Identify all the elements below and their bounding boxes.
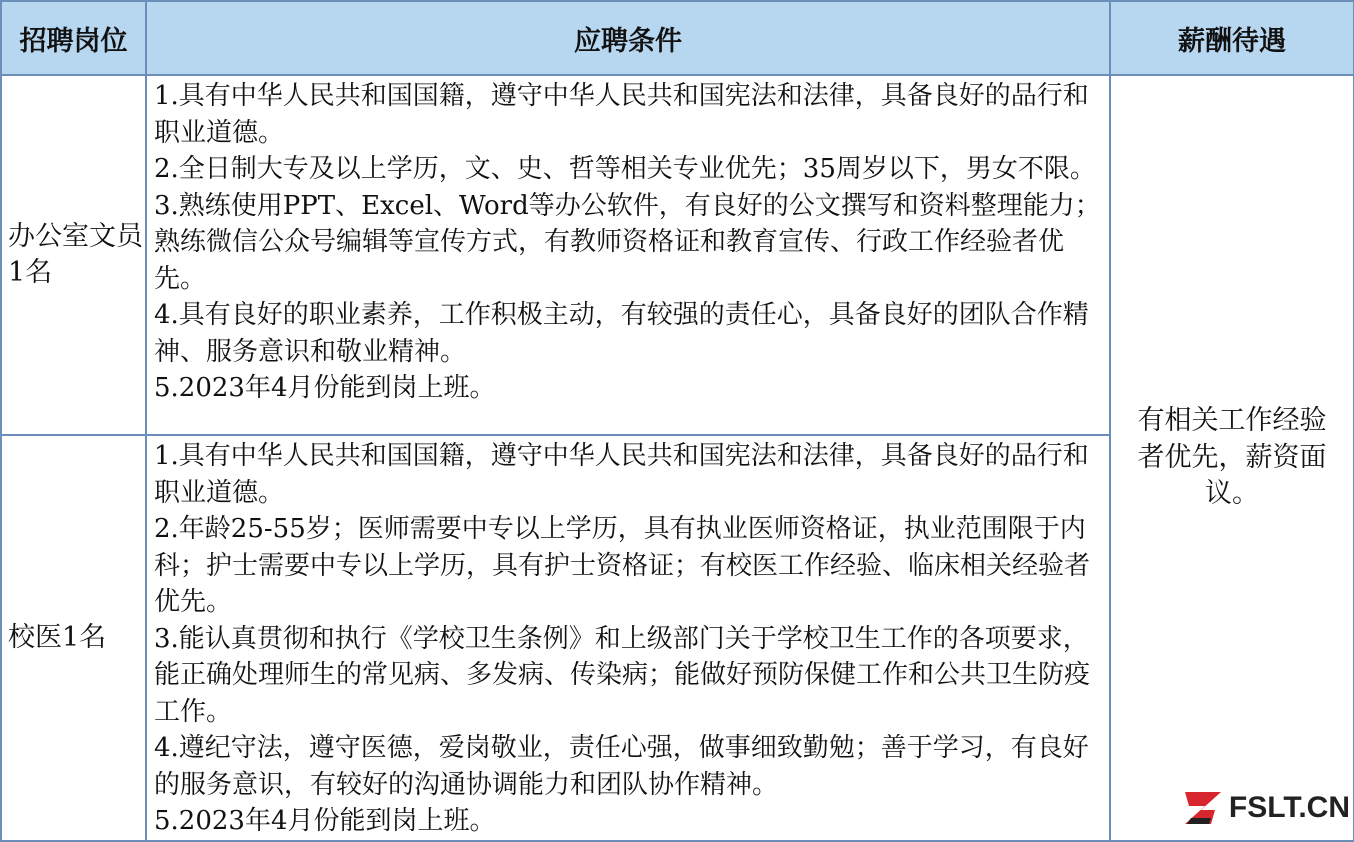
header-salary: 薪酬待遇 [1110, 1, 1354, 75]
condition-item: 5.2023年4月份能到岗上班。 [154, 373, 496, 403]
header-conditions: 应聘条件 [146, 1, 1110, 75]
condition-item: 4.具有良好的职业素养，工作积极主动，有较强的责任心，具备良好的团队合作精神、服务意识和敬业精神。 [154, 300, 1089, 367]
condition-item: 2.年龄25-55岁；医师需要中专以上学历，具有执业医师资格证，执业范围限于内科；护士需要中专以上学历，具有护士资格证；有校医工作经验、临床相关经验者优先。 [154, 514, 1091, 617]
conditions-cell [146, 435, 1110, 841]
condition-item: 2.全日制大专及以上学历，文、史、哲等相关专业优先；35周岁以下，男女不限。 [154, 154, 1096, 184]
condition-item: 3.熟练使用PPT、Excel、Word等办公软件，有良好的公文撰写和资料整理能力；熟练微信公众号编辑等宣传方式，有教师资格证和教育宣传、行政工作经验者优先。 [154, 190, 1101, 294]
position-cell: 办公室文员1名 [1, 75, 146, 435]
condition-item: 1.具有中华人民共和国国籍，遵守中华人民共和国宪法和法律，具备良好的品行和职业道德。 [154, 441, 1089, 508]
watermark [1181, 788, 1350, 828]
condition-item: 5.2023年4月份能到岗上班。 [154, 806, 496, 836]
conditions-cell [146, 75, 1110, 435]
watermark-text: FSLT.CN [1228, 791, 1350, 824]
header-row [1, 1, 1354, 75]
site-logo-icon [1181, 788, 1227, 828]
header-position: 招聘岗位 [1, 1, 146, 75]
table-row [1, 75, 1354, 435]
condition-item: 4.遵纪守法，遵守医德，爱岗敬业，责任心强，做事细致勤勉；善于学习，有良好的服务意识，有较好的沟通协调能力和团队协作精神。 [154, 733, 1089, 800]
position-cell: 校医1名 [1, 435, 146, 841]
condition-item: 3.能认真贯彻和执行《学校卫生条例》和上级部门关于学校卫生工作的各项要求，能正确处理师生的常见病、多发病、传染病；能做好预防保健工作和公共卫生防疫工作。 [154, 623, 1091, 727]
salary-cell: 有相关工作经验者优先，薪资面议。 [1110, 75, 1354, 841]
condition-item: 1.具有中华人民共和国国籍，遵守中华人民共和国宪法和法律，具备良好的品行和职业道德。 [154, 81, 1089, 148]
